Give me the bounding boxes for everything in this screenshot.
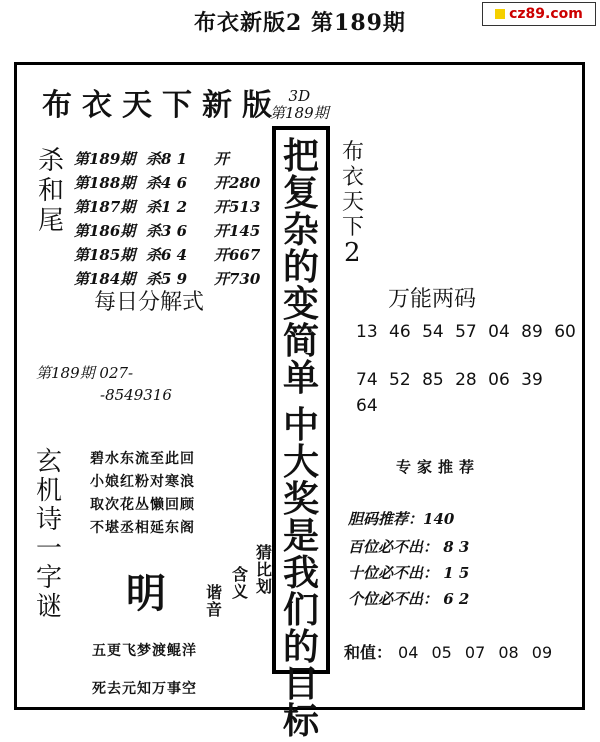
two-code-line: 13 46 54 57 04 89 60 bbox=[356, 322, 576, 342]
sha-label-char: 尾 bbox=[38, 206, 65, 236]
table-row bbox=[74, 242, 274, 266]
brand-label-char: 布 bbox=[342, 140, 365, 165]
hundreds-exclude: 百位必不出： 8 3 bbox=[348, 538, 470, 556]
sha-cell: 杀6 4 bbox=[146, 245, 188, 264]
brand-number: 2 bbox=[344, 238, 361, 268]
slogan-char: 大 bbox=[282, 441, 319, 483]
kai-cell: 开 bbox=[214, 149, 230, 168]
slogan-char: 单 bbox=[282, 357, 319, 399]
formula-line-2: -8549316 bbox=[100, 386, 172, 404]
brand-label-char: 下 bbox=[342, 215, 365, 240]
slogan-char: 简 bbox=[282, 320, 319, 362]
issue-cell: 第184期 bbox=[74, 269, 136, 288]
slogan-char: 我 bbox=[282, 552, 319, 594]
two-code-title: 万能两码 bbox=[388, 287, 477, 312]
riddle-poem bbox=[90, 448, 195, 540]
hint-char: 含 bbox=[232, 565, 249, 584]
sha-table bbox=[74, 146, 274, 290]
sha-cell: 杀8 1 bbox=[146, 149, 188, 168]
formula-block bbox=[36, 362, 172, 406]
table-row bbox=[74, 146, 274, 170]
main-title: 布衣天下新版 bbox=[42, 88, 282, 123]
riddle-label-char: 诗 bbox=[36, 505, 63, 535]
poem-line: 五更飞梦渡鲲洋 bbox=[92, 643, 197, 659]
hint-char: 划 bbox=[256, 577, 273, 596]
formula-line-1: 第189期 027- bbox=[36, 364, 134, 382]
poem-line: 小娘红粉对寒浪 bbox=[90, 474, 195, 490]
brand-label-char: 天 bbox=[342, 190, 365, 215]
kai-cell: 开280 bbox=[214, 173, 261, 192]
brand-label bbox=[342, 140, 364, 240]
slogan-char: 中 bbox=[282, 404, 319, 446]
issue-label-number: 第189期 bbox=[270, 104, 329, 122]
slogan-char: 的 bbox=[282, 626, 319, 668]
hint-char: 义 bbox=[232, 582, 249, 601]
riddle-label-char: 玄 bbox=[36, 447, 63, 477]
riddle-answer: 明 bbox=[126, 570, 166, 617]
issue-cell: 第185期 bbox=[74, 245, 136, 264]
riddle-label-char: 谜 bbox=[36, 592, 63, 622]
two-code-line: 64 bbox=[356, 396, 378, 416]
poem-line: 不堪丞相延东阁 bbox=[90, 520, 195, 536]
sha-cell: 杀5 9 bbox=[146, 269, 188, 288]
table-row bbox=[74, 170, 274, 194]
sha-cell: 杀1 2 bbox=[146, 197, 188, 216]
table-row bbox=[74, 218, 274, 242]
kai-cell: 开730 bbox=[214, 269, 261, 288]
slogan-char: 标 bbox=[282, 700, 319, 742]
slogan-char: 变 bbox=[282, 283, 319, 325]
sum-numbers: 04 05 07 08 09 bbox=[398, 643, 553, 662]
dan-recommend: 胆码推荐：140 bbox=[348, 510, 455, 528]
hint-meaning bbox=[232, 566, 248, 600]
sum-values bbox=[344, 640, 552, 663]
issue-cell: 第189期 bbox=[74, 149, 136, 168]
kai-cell: 开667 bbox=[214, 245, 261, 264]
riddle-label-char: 一 bbox=[36, 534, 63, 564]
slogan-char: 们 bbox=[282, 589, 319, 631]
riddle-label bbox=[36, 448, 62, 622]
brand-label-char: 衣 bbox=[342, 165, 365, 190]
sha-label-char: 和 bbox=[38, 176, 65, 206]
poem-line: 死去元知万事空 bbox=[92, 681, 197, 697]
expert-title: 专家推荐 bbox=[396, 458, 481, 476]
sha-cell: 杀3 6 bbox=[146, 221, 188, 240]
slogan-char: 把 bbox=[282, 135, 319, 177]
daily-title: 每日分解式 bbox=[94, 290, 205, 315]
slogan-char: 的 bbox=[282, 246, 319, 288]
issue-cell: 第187期 bbox=[74, 197, 136, 216]
site-badge[interactable] bbox=[482, 2, 596, 26]
poem-line: 碧水东流至此回 bbox=[90, 451, 195, 467]
riddle-label-char: 机 bbox=[36, 476, 63, 506]
slogan-char: 复 bbox=[282, 172, 319, 214]
riddle-poem-2 bbox=[92, 632, 197, 708]
slogan-char: 是 bbox=[282, 515, 319, 557]
slogan-column bbox=[272, 126, 330, 742]
tens-exclude: 十位必不出： 1 5 bbox=[348, 564, 470, 582]
kai-cell: 开145 bbox=[214, 221, 261, 240]
hint-char: 比 bbox=[256, 560, 273, 579]
units-exclude: 个位必不出： 6 2 bbox=[348, 590, 470, 608]
sha-cell: 杀4 6 bbox=[146, 173, 188, 192]
slogan-char: 目 bbox=[282, 663, 319, 705]
hint-char: 猜 bbox=[256, 543, 273, 562]
sha-label-char: 杀 bbox=[38, 146, 65, 176]
issue-cell: 第186期 bbox=[74, 221, 136, 240]
hint-homophone bbox=[206, 584, 222, 618]
hint-char: 音 bbox=[206, 600, 223, 619]
issue-cell: 第188期 bbox=[74, 173, 136, 192]
badge-square-icon bbox=[495, 9, 505, 19]
slogan-char: 杂 bbox=[282, 209, 319, 251]
hint-strokes bbox=[256, 544, 272, 595]
site-badge-text: cz89.com bbox=[509, 6, 583, 22]
issue-label-3d: 3D bbox=[288, 87, 311, 105]
riddle-label-char: 字 bbox=[36, 563, 63, 593]
two-code-line: 74 52 85 28 06 39 bbox=[356, 370, 543, 390]
sum-label: 和值： bbox=[344, 643, 393, 662]
table-row bbox=[74, 194, 274, 218]
kai-cell: 开513 bbox=[214, 197, 261, 216]
slogan-char: 奖 bbox=[282, 478, 319, 520]
poem-line: 取次花丛懒回顾 bbox=[90, 497, 195, 513]
hint-char: 谐 bbox=[206, 583, 223, 602]
sha-section-label bbox=[38, 146, 64, 236]
issue-label bbox=[270, 88, 329, 122]
page-title: 布衣新版2 第189期 bbox=[194, 10, 406, 36]
